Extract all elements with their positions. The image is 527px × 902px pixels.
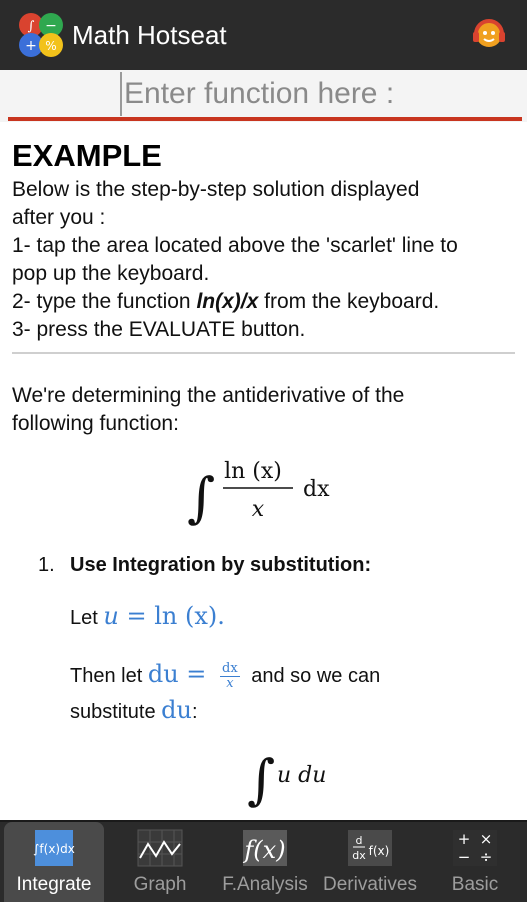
intro-line: following function: (12, 412, 179, 435)
instruction-text: 2- type the function (12, 290, 197, 313)
nav-derivatives[interactable] (318, 822, 422, 902)
instruction-line: Below is the step-by-step solution displayed (12, 178, 420, 201)
svg-text:+: + (25, 38, 37, 54)
nav-f-analysis[interactable] (216, 822, 314, 902)
let-label: Let (70, 607, 104, 629)
integral-body: u du (277, 763, 327, 788)
integral-fx-icon (33, 828, 75, 868)
support-headset-icon[interactable] (469, 14, 509, 54)
function-fx-icon (241, 828, 289, 868)
nav-integrate[interactable] (4, 822, 104, 902)
integral-sign: ∫ (247, 748, 276, 811)
intro-text (12, 382, 512, 438)
instruction-line: pop up the keyboard. (12, 262, 210, 285)
let-statement (70, 602, 225, 630)
svg-text:f(x): f(x) (368, 844, 390, 858)
svg-text:f(x): f(x) (244, 836, 286, 864)
svg-text:d: d (355, 834, 363, 847)
svg-text:×: × (479, 830, 493, 848)
then-statement (70, 660, 380, 691)
scarlet-divider-line (8, 117, 522, 121)
integrand-numerator: ln (x) (224, 459, 282, 484)
nav-label: Basic (451, 874, 499, 895)
fraction-numerator: dx (222, 661, 238, 677)
calculator-icon (451, 828, 499, 868)
instruction-line: 1- tap the area located above the 'scarlet' line to (12, 234, 458, 257)
step-number: 1. (38, 554, 55, 576)
svg-text:dx: dx (352, 849, 366, 862)
substitute-label: substitute (70, 701, 162, 723)
nav-graph[interactable] (110, 822, 210, 902)
du-term: du (147, 660, 179, 688)
instruction-line (12, 288, 517, 316)
fraction-denominator: x (226, 676, 234, 692)
nav-basic[interactable] (426, 822, 524, 902)
svg-text:+: + (457, 830, 471, 848)
example-function: ln(x)/x (196, 290, 259, 313)
nav-label: Derivatives (323, 874, 417, 895)
intro-line: We're determining the antiderivative of the (12, 384, 405, 407)
svg-text:∫f(x)dx: ∫f(x)dx (33, 842, 75, 856)
integral-sign: ∫ (187, 466, 216, 529)
app-title: Math Hotseat (72, 20, 227, 50)
substituted-integral (245, 736, 365, 816)
svg-text:%: % (45, 39, 57, 53)
dx-over-x-fraction (220, 662, 240, 691)
substitute-colon: : (192, 701, 198, 723)
integrand-denominator: x (251, 497, 265, 522)
svg-text:−: − (45, 18, 57, 34)
equals-sign: = (178, 660, 215, 688)
svg-text:−: − (457, 848, 471, 866)
substitute-statement (70, 696, 198, 724)
nav-label: Integrate (16, 874, 92, 895)
example-instructions (12, 176, 517, 344)
then-suffix: and so we can (245, 665, 381, 687)
let-period: . (217, 602, 225, 630)
instruction-line: after you : (12, 206, 106, 229)
substitution-variable: u (103, 602, 119, 630)
integral-differential: dx (303, 477, 330, 502)
graph-icon (136, 828, 184, 868)
step-title: Use Integration by substitution: (70, 554, 372, 576)
function-input[interactable] (120, 72, 524, 116)
function-input-bar (0, 70, 527, 122)
instruction-line: 3- press the EVALUATE button. (12, 318, 306, 341)
derivative-icon (346, 828, 394, 868)
app-bar (0, 0, 527, 70)
section-divider (12, 352, 515, 354)
svg-text:÷: ÷ (479, 848, 493, 866)
bottom-navigation (0, 820, 527, 902)
instruction-text: from the keyboard. (258, 290, 440, 313)
svg-text:∫: ∫ (27, 19, 35, 34)
math-hotseat-logo-icon (18, 12, 64, 58)
substitution-expression: = ln (x) (118, 602, 218, 630)
du-term: du (161, 696, 192, 724)
then-label: Then let (70, 665, 148, 687)
solution-content[interactable] (0, 126, 527, 820)
example-heading: EXAMPLE (12, 138, 162, 173)
nav-label: F.Analysis (222, 874, 308, 895)
integral-expression (185, 454, 385, 534)
nav-label: Graph (133, 874, 187, 895)
